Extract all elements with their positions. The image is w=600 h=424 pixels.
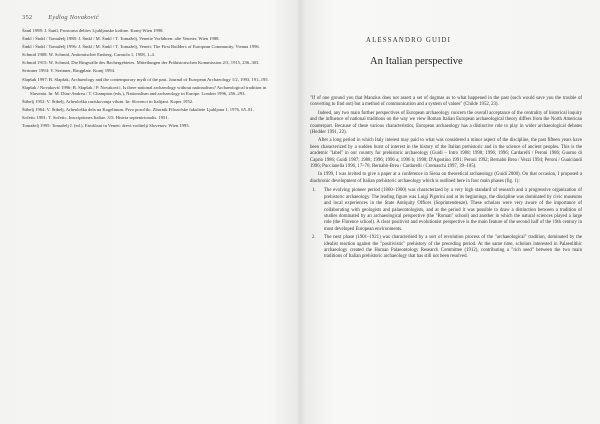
article-author: ALESSANDRO GUIDI xyxy=(366,37,452,44)
page-number: 352 xyxy=(22,14,33,21)
bibliography-entry: Tomaželj 1995: Tomaželj J. (ed.), Etruščani in Veneti: drevi voditelji Slovenov. Wien 1995. xyxy=(22,122,190,128)
article-body xyxy=(310,96,582,263)
article-paragraphs xyxy=(310,96,582,185)
bibliography-entry: Schmid 1908: W. Schmid, Antiomischer Emberg. Carniola 1, 1908, 1–4. xyxy=(22,52,155,58)
bibliography-entry: Štibelj 1952: V. Štibelj, Arheološka raziskovanja vilum. In: Slovenci in Italijani. Koper 1952. xyxy=(22,98,194,104)
bibliography-entry: Schmid 1915: W. Schmid, Die Ringwälle des Bachergebietes. Mitteilungen der Prähistorischen Kommission 2/3, 1915, 236–303. xyxy=(22,60,260,66)
list-item-number: 1. xyxy=(312,188,316,194)
bibliography-entry: Slapšak 1997: B. Slapšak, Archaeology and the contemporary myth of the past. Journal of European Archaeology 1/2, 1993, 191–195. xyxy=(22,76,269,82)
list-item xyxy=(310,235,582,261)
running-head xyxy=(22,14,278,21)
bibliography-entry: Štibelj 1964: V. Štibelj, Arheološka dela na Kogelinum. Prvo poročilo. Zbornik Filozofske fakultete Ljubljana 1, 1976, 65–81. xyxy=(22,106,254,112)
bibliography-entry: Šinkl / Šinkl / Tomaželj 1988: J. Šinkl / M. Šinkl / T. Tomaželj, Venetie Vorfahren: alte Veneter. Wien 1988. xyxy=(22,36,220,42)
body-paragraph: "If of one ground you that Manzius does not assert a set of dogmas as to what happened in the past (such would save you the trouble of converting to find out) but a method of communication and a system of values" (Childe 1952, 23). xyxy=(310,96,582,108)
bibliography-entry: Šinkl / Šinkl / Tomaželj 1996: J. Šinkl / M. Šinkl / T. Tomaželj, Veneti: The First Builders of European Community. Vienna 1996. xyxy=(22,44,260,50)
body-paragraph: After a long period in which Italy interest may paid to what was considered a minor aspect of the discipline, the past fifteen years have been characterized by a sudden burst of interest in the history of the Italian prehistoric and in the science of ancient peoples. This is the academic "label" in our country for prehistoric archaeology (Guidi – Intro 1988; 1998; 1996; 1996; Cardarelli / Peroni 1986; Guomo di Caprio 1986; Guidi 1987; 1988; 1996; 1996 a; 1996 b; 1998; D'Agostino 1991; Peroni 1992; Bernabò Brea / Vezzi 1994; Peroni / Guaiciandi 1996; Puccianella 1996, 17–76; Bernabò-Brea / Cardarelli / Cremaschi 1997, 39–105). xyxy=(310,138,582,170)
list-item-text: The evolving pioneer period (1860–1900) was characterized by a very high standard of research and a progressive organization of prehistoric archaeology. The leading figure was Luigi Pigorini and at its beginnings, the discipline was dominated by civic museums and local experiences in the State Antiquity Offices (Soprintendenze). These scholars were very aware of the importance of collaborating with geologists and palaeontologists, and at the period it was possible to draw a distinction between a tradition of studies dominated by an archaeological perspective (the "Roman" school) and another in which the natural sciences played a large role (the Florence school). A clear positivist and evolutionist perspective is the main feature of the second half of the 19th century in most developed European environments. xyxy=(324,188,582,232)
article-title: An Italian perspective xyxy=(370,56,463,67)
bibliography-entry: Serinner 1994: V. Serinner, Ringplatz. Kranj 1994. xyxy=(22,68,116,74)
phase-list xyxy=(310,188,582,260)
body-paragraph: In 1999, I was invited to give a paper at a conference in Siena on theoretical archaeology (Guidi 2000). On that occasion, I proposed a diachronic development of Italian prehistoric archaeology which is outlined here in four main phases (fig. 1): xyxy=(310,172,582,184)
running-title: Eydlog Novaković xyxy=(48,14,99,21)
bibliography-entry: Šantl 1998: J. Šantl, Prostorna delitev Ljubljanske kotline. Kranj-Wien 1998. xyxy=(22,28,164,33)
body-paragraph: Indeed, any two main further perspectives of European archaeology concern the overall acceptance of the centrality of historical inquiry and the influence of national traditions on the way we view Roman Italian European archaeological theory differs from the North American counterpart. Because of these various characteristics, European archaeology has a distinctive role to play in wider archaeological debates (Hodder 1991, 22). xyxy=(310,110,582,136)
list-item xyxy=(310,188,582,233)
bibliography-entry: Slapšak / Novaković 1996: B. Slapšak / P. Novaković, Is there national archaeology without nationalism? Archaeological tradition in Slovenia. In: M. Díaz-Andreu / T. Champion (eds.), Nationalism and archaeology in Europe. London 1996, 256–293. xyxy=(22,84,267,96)
left-page xyxy=(0,0,298,424)
bibliography-list xyxy=(22,28,284,131)
bibliography-entry: Sočetic 1981: T. Sočetic, Inscriptiones Italiae. 3/5: Histria septentrionalis. 1951. xyxy=(22,114,169,120)
list-item-number: 2. xyxy=(312,235,316,241)
list-item-text: The next phase (1901–1921) was characterised by a sort of revolution process of the "archaeological" tradition, dominated by the idealist reaction against the "positivistic" prehistory of the preceding period. At the same time, scholars interested in Palaeolithic archaeology created the Human Palaeontology Research Committee (1912), contributing a "rich seed" between the two main traditions of Italian prehistoric archaeology that has still not been resolved. xyxy=(324,235,582,260)
